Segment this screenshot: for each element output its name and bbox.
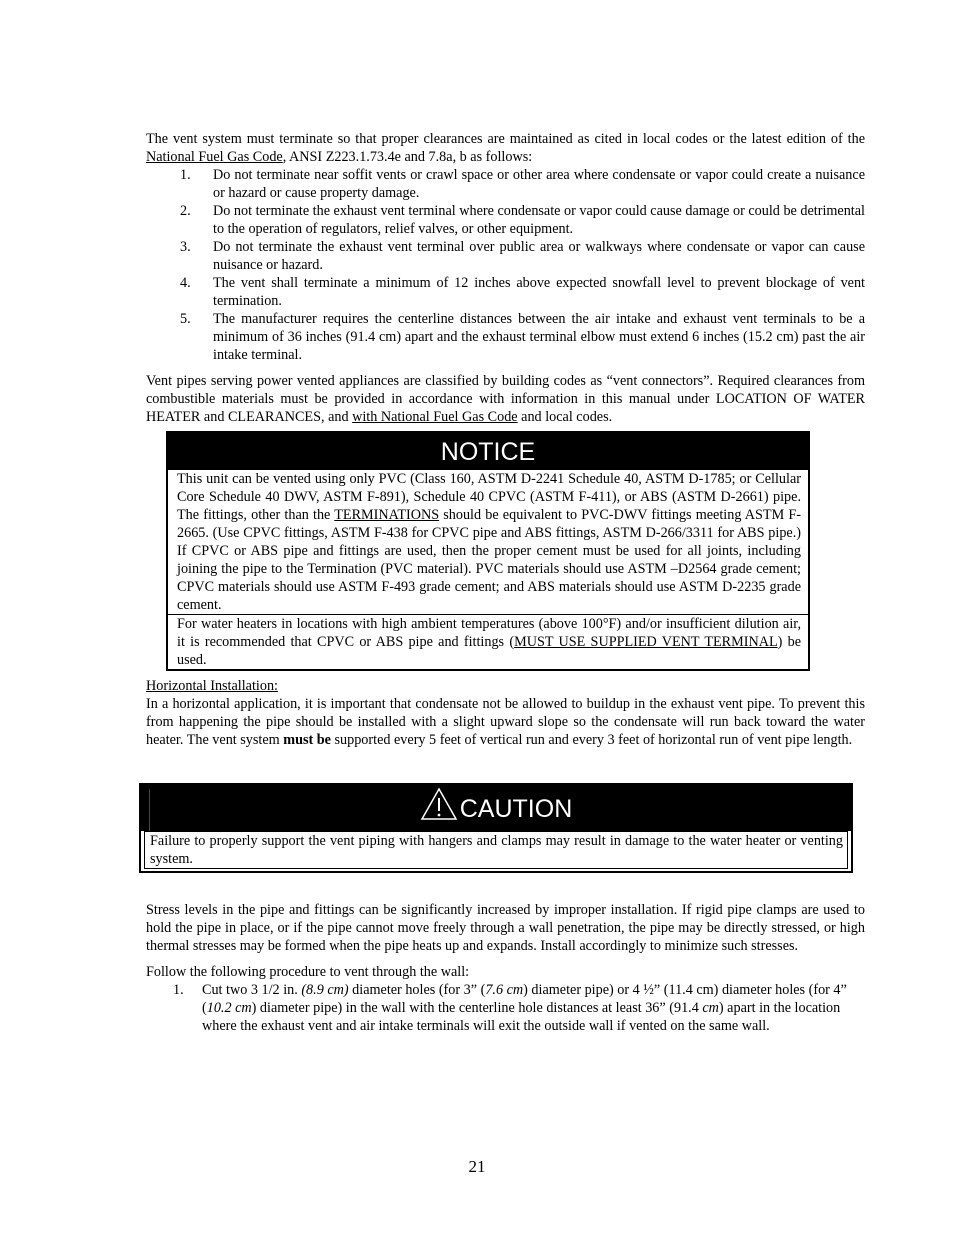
- warning-triangle-icon: [420, 787, 458, 833]
- notice-title: NOTICE: [168, 433, 808, 469]
- list-item: 1. Cut two 3 1/2 in. (8.9 cm) diameter holes (for 3” (7.6 cm) diameter pipe) or 4 ½” (11.4 cm) diameter holes (for 4” (10.2 cm) diameter pipe) in the wall with the centerline hole distances at least 36” (91.4 cm) apart in the location where the exhaust vent and air intake terminals will exit the outside wall if vented on the same wall.: [173, 982, 847, 1034]
- terminations-reference: TERMINATIONS: [334, 507, 440, 523]
- caution-box: [139, 783, 853, 873]
- list-item: 4. The vent shall terminate a minimum of 12 inches above expected snowfall level to prevent blockage of vent termination.: [180, 275, 865, 309]
- list-item: 3. Do not terminate the exhaust vent terminal over public area or walkways where condensate or vapor can cause nuisance or hazard.: [180, 239, 865, 273]
- intro-paragraph: The vent system must terminate so that proper clearances are maintained as cited in local codes or the latest edition of the National Fuel Gas Code, ANSI Z223.1.73.4e and 7.8a, b as follows:: [146, 131, 865, 165]
- termination-rules-list: [146, 166, 865, 364]
- stress-paragraph: Stress levels in the pipe and fittings can be significantly increased by improper installation. If rigid pipe clamps are used to hold the pipe in place, or if the pipe cannot move freely through a wall penetration, the pipe may be directly stressed, or high thermal stresses may be formed when the pipe heats up and expands. Install accordingly to minimize such stresses.: [146, 902, 865, 954]
- notice-high-ambient: For water heaters in locations with high ambient temperatures (above 100°F) and/or insufficient dilution air, it is recommended that CPVC or ABS pipe and fittings (MUST USE SUPPLIED VENT TERMINAL) be used.: [168, 614, 808, 669]
- vent-connectors-paragraph: Vent pipes serving power vented appliances are classified by building codes as “vent connectors”. Required clearances from combustible materials must be provided in accordance with information in this manual under LOCATION OF WATER HEATER and CLEARANCES, and with National Fuel Gas Code and local codes.: [146, 373, 865, 425]
- supplied-vent-terminal-reference: MUST USE SUPPLIED VENT TERMINAL: [514, 634, 778, 650]
- list-item: 5. The manufacturer requires the centerline distances between the air intake and exhaust vent terminals to be a minimum of 36 inches (91.4 cm) apart and the exhaust terminal elbow must extend 6 inches (15.2 cm) past the air intake terminal.: [180, 311, 865, 363]
- list-item: 2. Do not terminate the exhaust vent terminal where condensate or vapor could cause damage or could be detrimental to the operation of regulators, relief valves, or other equipment.: [180, 203, 865, 237]
- notice-box: [166, 431, 810, 671]
- procedure-intro: Follow the following procedure to vent through the wall:: [146, 964, 470, 980]
- notice-pipe-materials: This unit can be vented using only PVC (Class 160, ASTM D-2241 Schedule 40, ASTM D-1785; or Cellular Core Schedule 40 DWV, ASTM F-891), Schedule 40 CPVC (ASTM F-411), or ABS (ASTM D-2661) pipe. The fittings, other than the TERMINATIONS should be equivalent to PVC-DWV fittings meeting ASTM F-2665. (Use CPVC fittings, ASTM F-438 for CPVC pipe and ABS fittings, ASTM D-266/3311 for ABS pipe.) If CPVC or ABS pipe and fittings are used, then the proper cement must be used for all joints, including joining the pipe to the Termination (PVC material). PVC materials should use ASTM –D2564 grade cement; CPVC materials should use ASTM F-493 grade cement; and ABS materials should use ASTM D-2235 grade cement.: [168, 469, 808, 614]
- horizontal-installation-heading: Horizontal Installation:: [146, 678, 278, 694]
- procedure-steps: [146, 981, 865, 1035]
- intro-section: [146, 130, 865, 426]
- stress-section: [146, 901, 865, 1035]
- national-fuel-gas-code-link: with National Fuel Gas Code: [352, 409, 518, 425]
- national-fuel-gas-code-reference: National Fuel Gas Code: [146, 149, 283, 165]
- page-number: 21: [468, 1157, 486, 1176]
- horizontal-installation-section: [146, 677, 865, 749]
- caution-header: [141, 785, 851, 831]
- horizontal-installation-text: In a horizontal application, it is important that condensate not be allowed to buildup in the exhaust vent pipe. To prevent this from happening the pipe should be installed with a slight upward slope so the condensate will run back toward the water heater. The vent system must be supported every 5 feet of vertical run and every 3 feet of horizontal run of vent pipe length.: [146, 696, 865, 748]
- caution-title: CAUTION: [459, 795, 573, 823]
- caution-text: Failure to properly support the vent piping with hangers and clamps may result in damage to the water heater or venting system.: [144, 831, 848, 869]
- list-item: 1. Do not terminate near soffit vents or crawl space or other area where condensate or vapor could create a nuisance or hazard or cause property damage.: [180, 167, 865, 201]
